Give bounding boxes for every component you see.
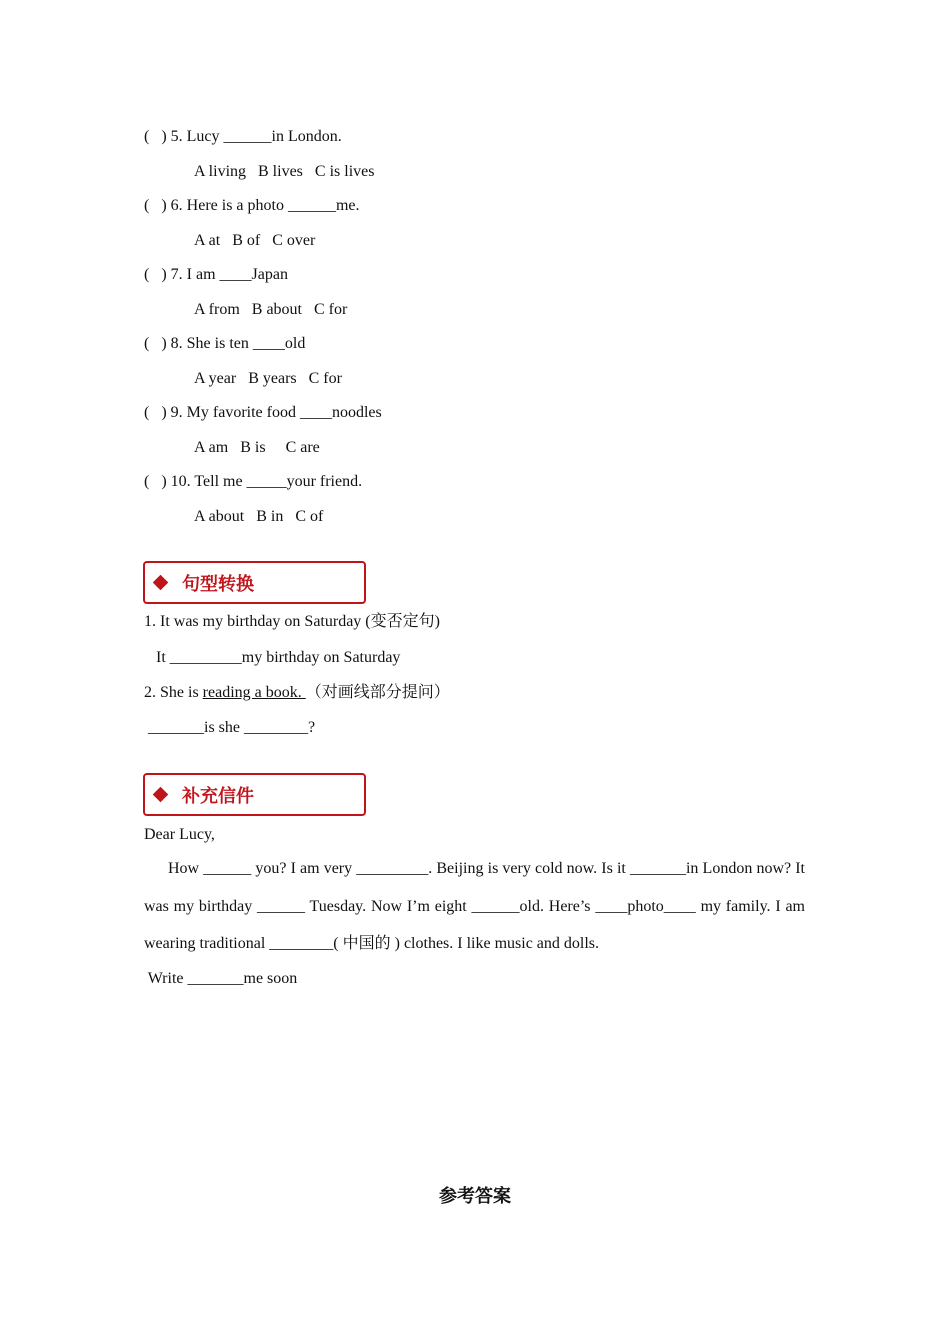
question-10-stem: ( ) 10. Tell me _____your friend.	[144, 473, 363, 490]
letter-body: How ______ you? I am very _________. Beijing is very cold now. Is it _______in London now? It was my birthday ______ Tuesday. Now I’m eight ______old. Here’s ____photo____ my family. I am wearing traditional ________( 中国的 ) clothes. I like music and dolls.	[144, 860, 805, 952]
question-10-options: A about B in C of	[194, 508, 324, 525]
section-title: 补充信件	[182, 785, 254, 807]
diamond-icon	[153, 787, 169, 803]
question-5-stem: ( ) 5. Lucy ______in London.	[144, 128, 342, 145]
section-header-sentence-transform	[143, 561, 366, 604]
transform-question-2	[144, 683, 450, 703]
answer-key-title: 参考答案	[439, 1186, 511, 1207]
question-7-options: A from B about C for	[194, 301, 348, 318]
question-7-stem: ( ) 7. I am ____Japan	[144, 266, 288, 283]
letter-greeting: Dear Lucy,	[144, 826, 215, 843]
section-title: 句型转换	[182, 573, 254, 595]
q2-underlined: reading a book.	[202, 684, 306, 701]
diamond-icon	[153, 575, 169, 591]
question-8-options: A year B years C for	[194, 370, 342, 387]
question-9-options: A am B is C are	[194, 439, 320, 456]
section-header-letter	[143, 773, 366, 816]
q2-prefix: 2. She is	[144, 684, 203, 701]
question-8-stem: ( ) 8. She is ten ____old	[144, 335, 306, 352]
transform-answer-1: It _________my birthday on Saturday	[144, 649, 401, 666]
question-9-stem: ( ) 9. My favorite food ____noodles	[144, 404, 382, 421]
question-6-options: A at B of C over	[194, 232, 316, 249]
transform-answer-2: _______is she ________?	[144, 719, 316, 736]
q2-suffix: （对画线部分提问）	[305, 684, 450, 701]
question-5-options: A living B lives C is lives	[194, 163, 375, 180]
transform-question-1: 1. It was my birthday on Saturday (变否定句)	[144, 613, 440, 630]
letter-closing: Write _______me soon	[144, 970, 298, 987]
question-6-stem: ( ) 6. Here is a photo ______me.	[144, 197, 360, 214]
